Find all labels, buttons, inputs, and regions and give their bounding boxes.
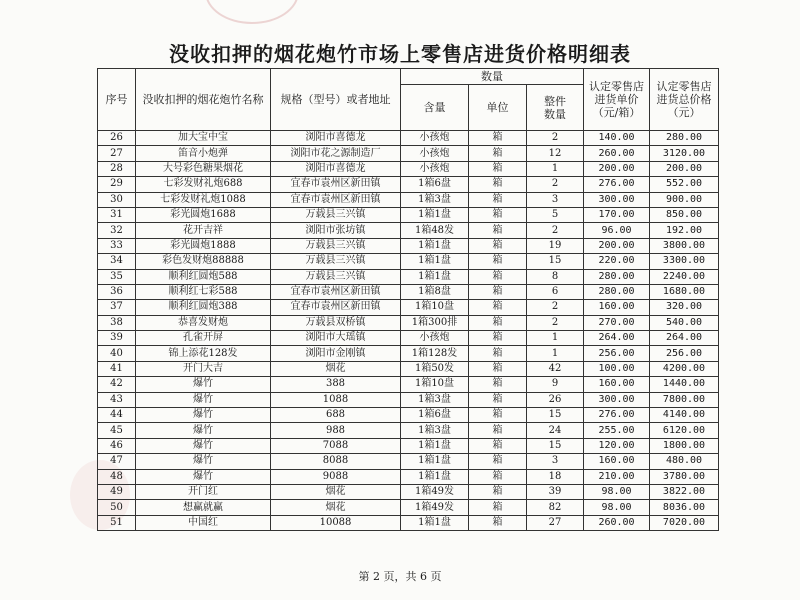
cell-spec: 万载县双桥镇 [271, 315, 401, 330]
cell-seq: 45 [98, 423, 136, 438]
cell-unit-price: 98.00 [584, 500, 650, 515]
cell-unit: 箱 [469, 392, 527, 407]
table-row [98, 408, 719, 423]
cell-name: 爆竹 [136, 454, 271, 469]
cell-seq: 46 [98, 438, 136, 453]
cell-unit-price: 98.00 [584, 484, 650, 499]
cell-seq: 36 [98, 284, 136, 299]
cell-unit: 箱 [469, 515, 527, 530]
cell-unit: 箱 [469, 315, 527, 330]
cell-name: 爆竹 [136, 438, 271, 453]
cell-spec: 烟花 [271, 500, 401, 515]
official-seal-fragment [205, 0, 299, 24]
header-unit: 单位 [469, 85, 527, 131]
cell-content: 1箱300排 [401, 315, 469, 330]
cell-qty: 9 [527, 377, 584, 392]
cell-spec: 宜春市袁州区新田镇 [271, 300, 401, 315]
cell-spec: 7088 [271, 438, 401, 453]
cell-qty: 2 [527, 315, 584, 330]
cell-qty: 12 [527, 146, 584, 161]
cell-total-price: 850.00 [650, 207, 719, 222]
cell-spec: 万载县三兴镇 [271, 269, 401, 284]
cell-content: 1箱49发 [401, 484, 469, 499]
cell-unit: 箱 [469, 346, 527, 361]
cell-content: 1箱49发 [401, 500, 469, 515]
table-row [98, 469, 719, 484]
table-row [98, 161, 719, 176]
cell-spec: 988 [271, 423, 401, 438]
cell-seq: 48 [98, 469, 136, 484]
header-content: 含量 [401, 85, 469, 131]
cell-total-price: 480.00 [650, 454, 719, 469]
cell-content: 1箱1盘 [401, 515, 469, 530]
cell-spec: 浏阳市金刚镇 [271, 346, 401, 361]
cell-unit-price: 160.00 [584, 300, 650, 315]
cell-unit: 箱 [469, 469, 527, 484]
table-row [98, 500, 719, 515]
cell-total-price: 4200.00 [650, 361, 719, 376]
cell-seq: 47 [98, 454, 136, 469]
cell-unit: 箱 [469, 131, 527, 146]
cell-name: 锦上添花128发 [136, 346, 271, 361]
cell-total-price: 3300.00 [650, 254, 719, 269]
cell-unit: 箱 [469, 484, 527, 499]
page-title: 没收扣押的烟花炮竹市场上零售店进货价格明细表 [169, 42, 631, 66]
cell-seq: 32 [98, 223, 136, 238]
cell-total-price: 540.00 [650, 315, 719, 330]
table-row [98, 484, 719, 499]
header-quantity-group: 数量 [401, 69, 584, 85]
cell-unit-price: 120.00 [584, 438, 650, 453]
cell-total-price: 7020.00 [650, 515, 719, 530]
table-row [98, 131, 719, 146]
cell-content: 1箱6盘 [401, 408, 469, 423]
cell-total-price: 552.00 [650, 177, 719, 192]
cell-spec: 浏阳市大瑶镇 [271, 331, 401, 346]
table-body [98, 131, 719, 531]
cell-qty: 2 [527, 300, 584, 315]
cell-name: 孔雀开屏 [136, 331, 271, 346]
cell-total-price: 6120.00 [650, 423, 719, 438]
price-detail-table [97, 68, 719, 531]
cell-unit-price: 270.00 [584, 315, 650, 330]
cell-total-price: 320.00 [650, 300, 719, 315]
cell-spec: 浏阳市花之源制造厂 [271, 146, 401, 161]
cell-unit-price: 170.00 [584, 207, 650, 222]
cell-unit: 箱 [469, 300, 527, 315]
cell-unit: 箱 [469, 331, 527, 346]
cell-unit: 箱 [469, 269, 527, 284]
header-pieces: 整件数量 [527, 85, 584, 131]
cell-unit-price: 200.00 [584, 161, 650, 176]
cell-name: 大号彩色糖果烟花 [136, 161, 271, 176]
cell-spec: 10088 [271, 515, 401, 530]
cell-seq: 38 [98, 315, 136, 330]
cell-total-price: 3780.00 [650, 469, 719, 484]
cell-spec: 浏阳市喜德龙 [271, 161, 401, 176]
cell-qty: 8 [527, 269, 584, 284]
cell-total-price: 3800.00 [650, 238, 719, 253]
table-row [98, 207, 719, 222]
cell-seq: 35 [98, 269, 136, 284]
cell-name: 彩光圆炮1688 [136, 207, 271, 222]
cell-content: 小孩炮 [401, 161, 469, 176]
table-row [98, 284, 719, 299]
cell-unit-price: 264.00 [584, 331, 650, 346]
cell-content: 小孩炮 [401, 131, 469, 146]
cell-unit: 箱 [469, 207, 527, 222]
cell-unit-price: 160.00 [584, 377, 650, 392]
cell-total-price: 264.00 [650, 331, 719, 346]
cell-content: 1箱10盘 [401, 377, 469, 392]
cell-unit-price: 276.00 [584, 177, 650, 192]
cell-qty: 27 [527, 515, 584, 530]
cell-qty: 18 [527, 469, 584, 484]
cell-unit-price: 256.00 [584, 346, 650, 361]
cell-qty: 5 [527, 207, 584, 222]
cell-qty: 2 [527, 177, 584, 192]
cell-seq: 26 [98, 131, 136, 146]
cell-seq: 41 [98, 361, 136, 376]
cell-qty: 26 [527, 392, 584, 407]
cell-qty: 42 [527, 361, 584, 376]
cell-unit: 箱 [469, 177, 527, 192]
cell-seq: 42 [98, 377, 136, 392]
cell-unit-price: 200.00 [584, 238, 650, 253]
table-row [98, 315, 719, 330]
cell-seq: 50 [98, 500, 136, 515]
cell-name: 中国红 [136, 515, 271, 530]
cell-total-price: 256.00 [650, 346, 719, 361]
cell-qty: 6 [527, 284, 584, 299]
cell-name: 想赢就赢 [136, 500, 271, 515]
header-seq: 序号 [98, 69, 136, 131]
cell-total-price: 2240.00 [650, 269, 719, 284]
cell-unit: 箱 [469, 284, 527, 299]
cell-unit-price: 300.00 [584, 392, 650, 407]
cell-name: 花开吉祥 [136, 223, 271, 238]
cell-content: 1箱1盘 [401, 454, 469, 469]
cell-seq: 40 [98, 346, 136, 361]
cell-total-price: 4140.00 [650, 408, 719, 423]
cell-content: 1箱8盘 [401, 284, 469, 299]
cell-name: 爆竹 [136, 392, 271, 407]
cell-unit-price: 96.00 [584, 223, 650, 238]
cell-name: 顺利红七彩588 [136, 284, 271, 299]
cell-seq: 51 [98, 515, 136, 530]
table-row [98, 438, 719, 453]
table-row [98, 331, 719, 346]
cell-unit-price: 160.00 [584, 454, 650, 469]
table-row [98, 254, 719, 269]
cell-spec: 9088 [271, 469, 401, 484]
table-row [98, 423, 719, 438]
table-row [98, 377, 719, 392]
cell-seq: 44 [98, 408, 136, 423]
cell-name: 七彩发财礼炮1088 [136, 192, 271, 207]
cell-unit-price: 210.00 [584, 469, 650, 484]
cell-qty: 15 [527, 408, 584, 423]
cell-spec: 浏阳市张坊镇 [271, 223, 401, 238]
cell-name: 七彩发财礼炮688 [136, 177, 271, 192]
cell-unit: 箱 [469, 161, 527, 176]
cell-spec: 万载县三兴镇 [271, 254, 401, 269]
table-row [98, 177, 719, 192]
cell-total-price: 7800.00 [650, 392, 719, 407]
cell-qty: 82 [527, 500, 584, 515]
cell-spec: 388 [271, 377, 401, 392]
cell-unit: 箱 [469, 361, 527, 376]
cell-unit: 箱 [469, 423, 527, 438]
cell-content: 小孩炮 [401, 146, 469, 161]
cell-seq: 29 [98, 177, 136, 192]
cell-content: 1箱3盘 [401, 192, 469, 207]
cell-unit: 箱 [469, 377, 527, 392]
cell-content: 1箱1盘 [401, 207, 469, 222]
header-unit-price: 认定零售店进货单价（元/箱） [584, 69, 650, 131]
header-name: 没收扣押的烟花炮竹名称 [136, 69, 271, 131]
cell-content: 1箱3盘 [401, 392, 469, 407]
cell-content: 1箱1盘 [401, 254, 469, 269]
table-row [98, 361, 719, 376]
cell-total-price: 1800.00 [650, 438, 719, 453]
cell-unit-price: 255.00 [584, 423, 650, 438]
table-row [98, 223, 719, 238]
table-row [98, 346, 719, 361]
cell-seq: 33 [98, 238, 136, 253]
cell-seq: 27 [98, 146, 136, 161]
cell-seq: 37 [98, 300, 136, 315]
cell-name: 爆竹 [136, 469, 271, 484]
cell-qty: 1 [527, 161, 584, 176]
cell-content: 1箱128发 [401, 346, 469, 361]
cell-spec: 宜春市袁州区新田镇 [271, 177, 401, 192]
cell-qty: 2 [527, 131, 584, 146]
cell-spec: 宜春市袁州区新田镇 [271, 284, 401, 299]
cell-qty: 15 [527, 254, 584, 269]
table-row [98, 146, 719, 161]
cell-seq: 43 [98, 392, 136, 407]
cell-content: 1箱1盘 [401, 438, 469, 453]
cell-total-price: 3822.00 [650, 484, 719, 499]
cell-qty: 2 [527, 223, 584, 238]
cell-name: 恭喜发财炮 [136, 315, 271, 330]
cell-total-price: 3120.00 [650, 146, 719, 161]
cell-name: 开门红 [136, 484, 271, 499]
cell-name: 开门大吉 [136, 361, 271, 376]
cell-qty: 15 [527, 438, 584, 453]
table-row [98, 454, 719, 469]
cell-name: 爆竹 [136, 423, 271, 438]
table-row [98, 192, 719, 207]
cell-unit-price: 300.00 [584, 192, 650, 207]
cell-spec: 万载县三兴镇 [271, 207, 401, 222]
cell-unit: 箱 [469, 238, 527, 253]
cell-content: 1箱6盘 [401, 177, 469, 192]
cell-unit: 箱 [469, 146, 527, 161]
cell-content: 1箱1盘 [401, 238, 469, 253]
cell-spec: 烟花 [271, 361, 401, 376]
cell-qty: 39 [527, 484, 584, 499]
header-total-price: 认定零售店进货总价格（元） [650, 69, 719, 131]
cell-content: 1箱50发 [401, 361, 469, 376]
table-row [98, 392, 719, 407]
table-row [98, 515, 719, 530]
cell-spec: 1088 [271, 392, 401, 407]
cell-unit-price: 100.00 [584, 361, 650, 376]
cell-spec: 宜春市袁州区新田镇 [271, 192, 401, 207]
cell-name: 加大宝中宝 [136, 131, 271, 146]
cell-name: 爆竹 [136, 408, 271, 423]
cell-unit: 箱 [469, 223, 527, 238]
cell-spec: 浏阳市喜德龙 [271, 131, 401, 146]
cell-unit-price: 260.00 [584, 146, 650, 161]
cell-seq: 28 [98, 161, 136, 176]
cell-name: 笛音小炮弹 [136, 146, 271, 161]
cell-unit: 箱 [469, 254, 527, 269]
cell-unit: 箱 [469, 500, 527, 515]
cell-qty: 3 [527, 192, 584, 207]
cell-total-price: 280.00 [650, 131, 719, 146]
cell-content: 1箱1盘 [401, 269, 469, 284]
cell-total-price: 192.00 [650, 223, 719, 238]
cell-content: 小孩炮 [401, 331, 469, 346]
cell-total-price: 200.00 [650, 161, 719, 176]
cell-unit-price: 280.00 [584, 269, 650, 284]
cell-unit-price: 276.00 [584, 408, 650, 423]
cell-total-price: 900.00 [650, 192, 719, 207]
cell-qty: 19 [527, 238, 584, 253]
header-spec: 规格（型号）或者地址 [271, 69, 401, 131]
cell-qty: 24 [527, 423, 584, 438]
cell-unit-price: 220.00 [584, 254, 650, 269]
cell-total-price: 1440.00 [650, 377, 719, 392]
cell-unit-price: 140.00 [584, 131, 650, 146]
cell-spec: 万载县三兴镇 [271, 238, 401, 253]
cell-seq: 39 [98, 331, 136, 346]
cell-qty: 3 [527, 454, 584, 469]
cell-spec: 烟花 [271, 484, 401, 499]
cell-unit: 箱 [469, 454, 527, 469]
table-row [98, 238, 719, 253]
cell-spec: 688 [271, 408, 401, 423]
cell-unit: 箱 [469, 408, 527, 423]
cell-seq: 31 [98, 207, 136, 222]
cell-total-price: 1680.00 [650, 284, 719, 299]
cell-name: 顺利红圆炮388 [136, 300, 271, 315]
cell-content: 1箱1盘 [401, 469, 469, 484]
cell-content: 1箱48发 [401, 223, 469, 238]
cell-seq: 49 [98, 484, 136, 499]
cell-seq: 34 [98, 254, 136, 269]
cell-qty: 1 [527, 346, 584, 361]
cell-unit-price: 280.00 [584, 284, 650, 299]
cell-spec: 8088 [271, 454, 401, 469]
cell-unit: 箱 [469, 192, 527, 207]
cell-unit-price: 260.00 [584, 515, 650, 530]
cell-name: 顺利红圆炮588 [136, 269, 271, 284]
cell-content: 1箱10盘 [401, 300, 469, 315]
cell-name: 彩色发财炮88888 [136, 254, 271, 269]
table-row [98, 269, 719, 284]
cell-name: 彩光圆炮1888 [136, 238, 271, 253]
cell-seq: 30 [98, 192, 136, 207]
cell-name: 爆竹 [136, 377, 271, 392]
page-footer: 第 2 页，共 6 页 [358, 570, 442, 583]
cell-qty: 1 [527, 331, 584, 346]
cell-total-price: 8036.00 [650, 500, 719, 515]
cell-unit: 箱 [469, 438, 527, 453]
cell-content: 1箱3盘 [401, 423, 469, 438]
table-row [98, 300, 719, 315]
